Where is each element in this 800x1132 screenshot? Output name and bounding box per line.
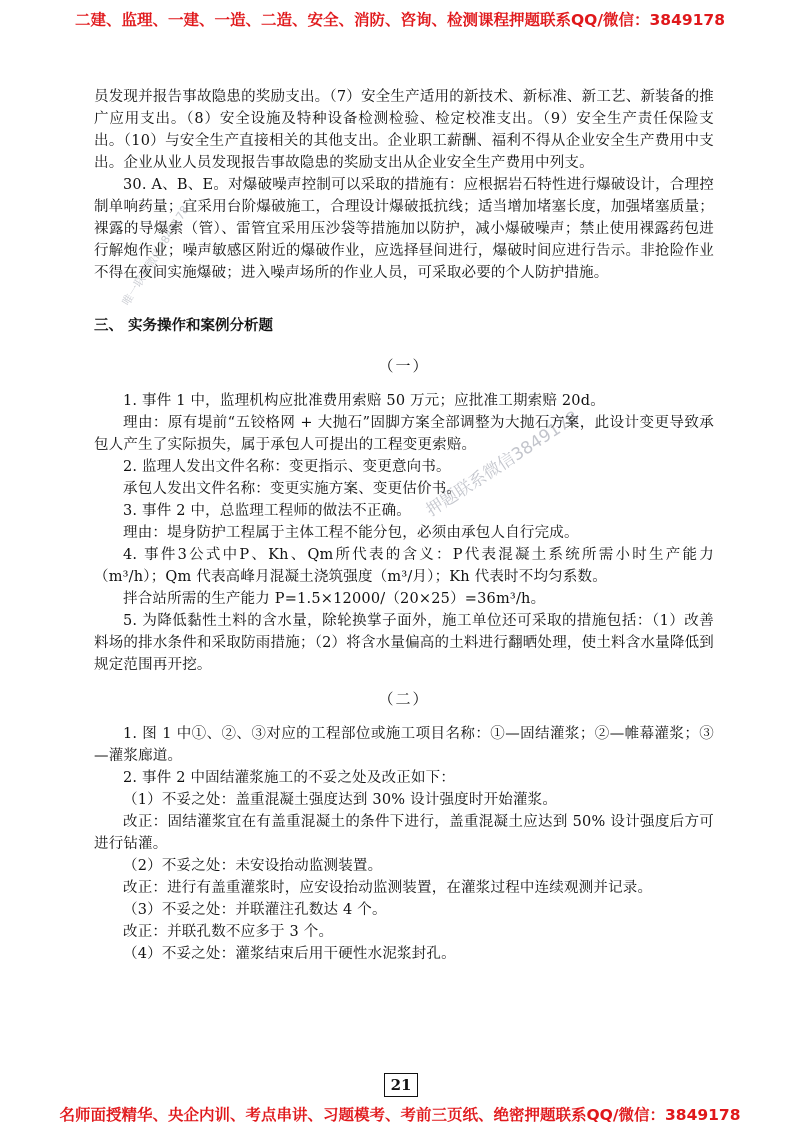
case-1-line: 承包人发出文件名称：变更实施方案、变更估价书。 [123,481,462,497]
page-number: 21 [384,1073,418,1097]
header-banner: 二建、监理、一建、一造、二造、安全、消防、咨询、检测课程押题联系QQ/微信：3849178 [74,11,725,29]
case-1-line: 3. 事件 2 中，总监理工程师的做法不正确。 [123,503,411,519]
case-1-line: 2. 监理人发出文件名称：变更指示、变更意向书。 [123,459,451,475]
case-1-line: 拌合站所需的生产能力 P=1.5×12000/（20×25）=36m³/h。 [123,591,546,607]
section-title: 三、 实务操作和案例分析题 [94,318,274,334]
case-1-line: 1. 事件 1 中，监理机构应批准费用索赔 50 万元；应批准工期索赔 20d。 [123,393,605,409]
case-2-line: 改正：并联孔数不应多于 3 个。 [123,924,334,940]
case-1-line: 理由：堤身防护工程属于主体工程不能分包，必须由承包人自行完成。 [123,525,579,541]
page-body [94,86,714,965]
watermark-main: 押题联系微信3849178 [422,407,583,521]
paragraph-continued: 员发现并报告事故隐患的奖励支出。（7）安全生产适用的新技术、新标准、新工艺、新装备的推广应用支出。（8）安全设施及特种设备检测检验、检定校准支出。（9）安全生产责任保险支出。（10）与安全生产直接相关的其他支出。企业职工薪酬、福利不得从企业安全生产费用中支出。企业从业人员发现报告事故隐患的奖励支出从企业安全生产费用中列支。 [94,89,714,171]
case-1-line: 理由：原有堤前“五铰格网 + 大抛石”固脚方案全部调整为大抛石方案，此设计变更导致承包人产生了实际损失，属于承包人可提出的工程变更索赔。 [94,415,714,453]
case-2-line: 1. 图 1 中①、②、③对应的工程部位或施工项目名称：①—固结灌浆；②—帷幕灌浆；③—灌浆廊道。 [94,726,714,764]
case-2-title: （二） [378,690,430,708]
case-1-line: 4. 事件3公式中P、Kh、Qm所代表的含义：P代表混凝土系统所需小时生产能力（m³/h）；Qm 代表高峰月混凝土浇筑强度（m³/月）；Kh 代表时不均匀系数。 [94,547,714,585]
case-2-line: 2. 事件 2 中固结灌浆施工的不妥之处及改正如下： [123,770,456,786]
case-2-line: （3）不妥之处：并联灌注孔数达 4 个。 [123,902,387,918]
case-1-title: （一） [378,357,430,375]
case-2-line: （1）不妥之处：盖重混凝土强度达到 30% 设计强度时开始灌浆。 [123,792,558,808]
case-2-line: （4）不妥之处：灌浆结束后用干硬性水泥浆封孔。 [123,946,456,962]
case-2-line: 改正：进行有盖重灌浆时，应安设抬动监测装置，在灌浆过程中连续观测并记录。 [123,880,653,896]
case-2-line: 改正：固结灌浆宜在有盖重混凝土的条件下进行，盖重混凝土应达到 50% 设计强度后方可进行钻灌。 [94,814,714,852]
footer-banner: 名师面授精华、央企内训、考点串讲、习题模考、考前三页纸、绝密押题联系QQ/微信：3849178 [59,1106,741,1124]
case-2-line: （2）不妥之处：未安设抬动监测装置。 [123,858,383,874]
case-1-line: 5. 为降低黏性土料的含水量，除轮换掌子面外，施工单位还可采取的措施包括：（1）改善料场的排水条件和采取防雨措施；（2）将含水量偏高的土料进行翻晒处理，使土料含水量降低到规定范围再开挖。 [94,613,714,673]
answer-30: 30. A、B、E。对爆破噪声控制可以采取的措施有：应根据岩石特性进行爆破设计，合理控制单响药量；宜采用台阶爆破施工，合理设计爆破抵抗线；适当增加堵塞长度，加强堵塞质量；裸露的导爆索（管）、雷管宜采用压沙袋等措施加以防护，减小爆破噪声；禁止使用裸露药包进行解炮作业；噪声敏感区附近的爆破作业，应选择昼间进行，爆破时间应进行告示。非抢险作业不得在夜间实施爆破；进入噪声场所的作业人员，可采取必要的个人防护措施。 [94,177,714,281]
watermark-small: 唯一联系微信3849178 [119,203,192,308]
